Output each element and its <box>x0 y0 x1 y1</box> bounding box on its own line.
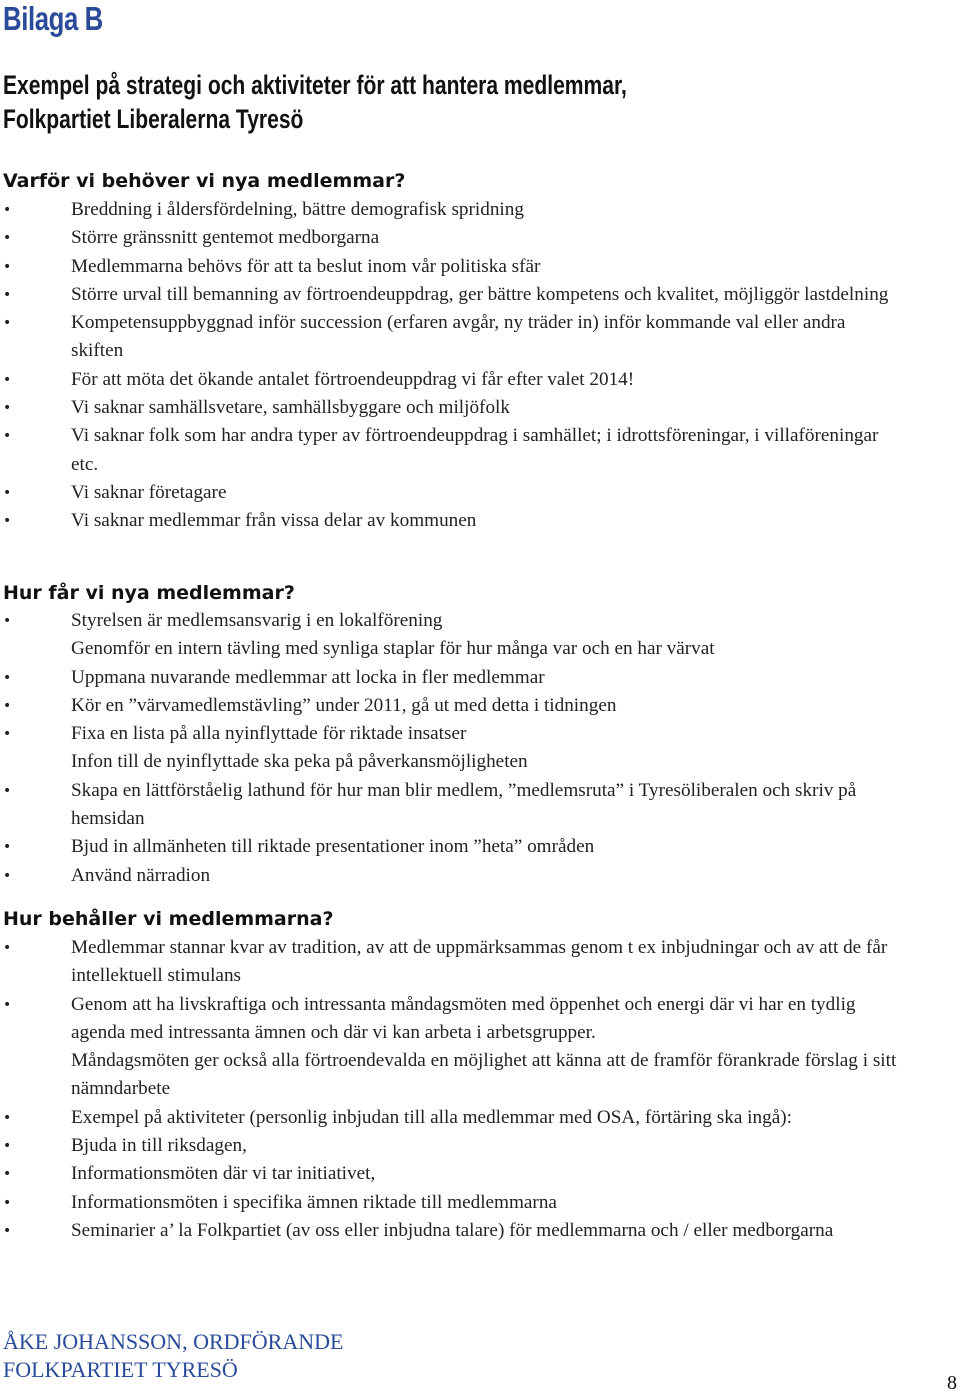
appendix-title: Bilaga B <box>3 0 103 37</box>
list-item: • Vi saknar medlemmar från vissa delar av kommunen <box>0 507 900 535</box>
list-item: • Genom att ha livskraftiga och intressanta måndagsmöten med öppenhet och energi där vi har en tydlig agenda med intressanta ämnen och där vi kan arbeta i arbetsgrupper. <box>0 991 900 1048</box>
how-keep-list <box>0 934 900 1245</box>
list-item: • Kör en ”värvamedlemstävling” under 2011, gå ut med detta i tidningen <box>0 692 900 720</box>
list-item: Genomför en intern tävling med synliga staplar för hur många var och en har värvat <box>71 638 715 660</box>
list-item: • För att möta det ökande antalet förtroendeuppdrag vi får efter valet 2014! <box>0 366 900 394</box>
list-item: • Vi saknar företagare <box>0 479 900 507</box>
list-item: • Bjud in allmänheten till riktade presentationer inom ”heta” områden <box>0 833 900 861</box>
footer <box>3 1328 343 1384</box>
list-item: • Bjuda in till riksdagen, <box>0 1132 900 1160</box>
footer-author: ÅKE JOHANSSON, ORDFÖRANDE <box>3 1329 344 1354</box>
page-number: 8 <box>947 1372 957 1394</box>
list-item: • Styrelsen är medlemsansvarig i en lokalförening <box>0 607 900 635</box>
list-item: • Vi saknar samhällsvetare, samhällsbyggare och miljöfolk <box>0 394 900 422</box>
list-item: • Informationsmöten i specifika ämnen riktade till medlemmarna <box>0 1189 900 1217</box>
why-list <box>0 196 900 536</box>
list-item: • Uppmana nuvarande medlemmar att locka in fler medlemmar <box>0 664 900 692</box>
document-title-line-2: Folkpartiet Liberalerna Tyresö <box>3 104 304 134</box>
section-heading-why: Varför vi behöver vi nya medlemmar? <box>3 170 406 192</box>
list-item: • Seminarier a’ la Folkpartiet (av oss eller inbjudna talare) för medlemmarna och / eller medborgarna <box>0 1217 900 1245</box>
list-item: • Breddning i åldersfördelning, bättre demografisk spridning <box>0 196 900 224</box>
list-item: Måndagsmöten ger också alla förtroendevalda en möjlighet att känna att de framför förankrade förslag i sitt nämndarbete <box>71 1050 897 1100</box>
how-get-list <box>0 607 900 890</box>
list-item: • Exempel på aktiviteter (personlig inbjudan till alla medlemmar med OSA, förtäring ska ingå): <box>0 1104 900 1132</box>
list-item: • Kompetensuppbyggnad inför succession (erfaren avgår, ny träder in) inför kommande val eller andra skiften <box>0 309 900 366</box>
list-item: • Använd närradion <box>0 862 900 890</box>
list-item: • Informationsmöten där vi tar initiativet, <box>0 1160 900 1188</box>
section-heading-how-get: Hur får vi nya medlemmar? <box>3 582 295 604</box>
list-item: • Större gränssnitt gentemot medborgarna <box>0 224 900 252</box>
list-item: • Medlemmar stannar kvar av tradition, av att de uppmärksammas genom t ex inbjudningar och av att de får intellektuell stimulans <box>0 934 900 991</box>
list-item: • Medlemmarna behövs för att ta beslut inom vår politiska sfär <box>0 253 900 281</box>
document-title-line-1: Exempel på strategi och aktiviteter för att hantera medlemmar, <box>3 70 627 100</box>
list-item: • Fixa en lista på alla nyinflyttade för riktade insatser <box>0 720 900 748</box>
list-item: • Större urval till bemanning av förtroendeuppdrag, ger bättre kompetens och kvalitet, möjliggör lastdelning <box>0 281 900 309</box>
list-item: • Skapa en lättförståelig lathund för hur man blir medlem, ”medlemsruta” i Tyresöliberalen och skriv på hemsidan <box>0 777 900 834</box>
list-item: • Vi saknar folk som har andra typer av förtroendeuppdrag i samhället; i idrottsföreningar, i villaföreningar etc. <box>0 422 900 479</box>
document-title <box>3 68 627 136</box>
list-item: Infon till de nyinflyttade ska peka på påverkansmöjligheten <box>71 751 528 773</box>
section-heading-how-keep: Hur behåller vi medlemmarna? <box>3 908 334 930</box>
footer-organization: FOLKPARTIET TYRESÖ <box>3 1357 238 1382</box>
